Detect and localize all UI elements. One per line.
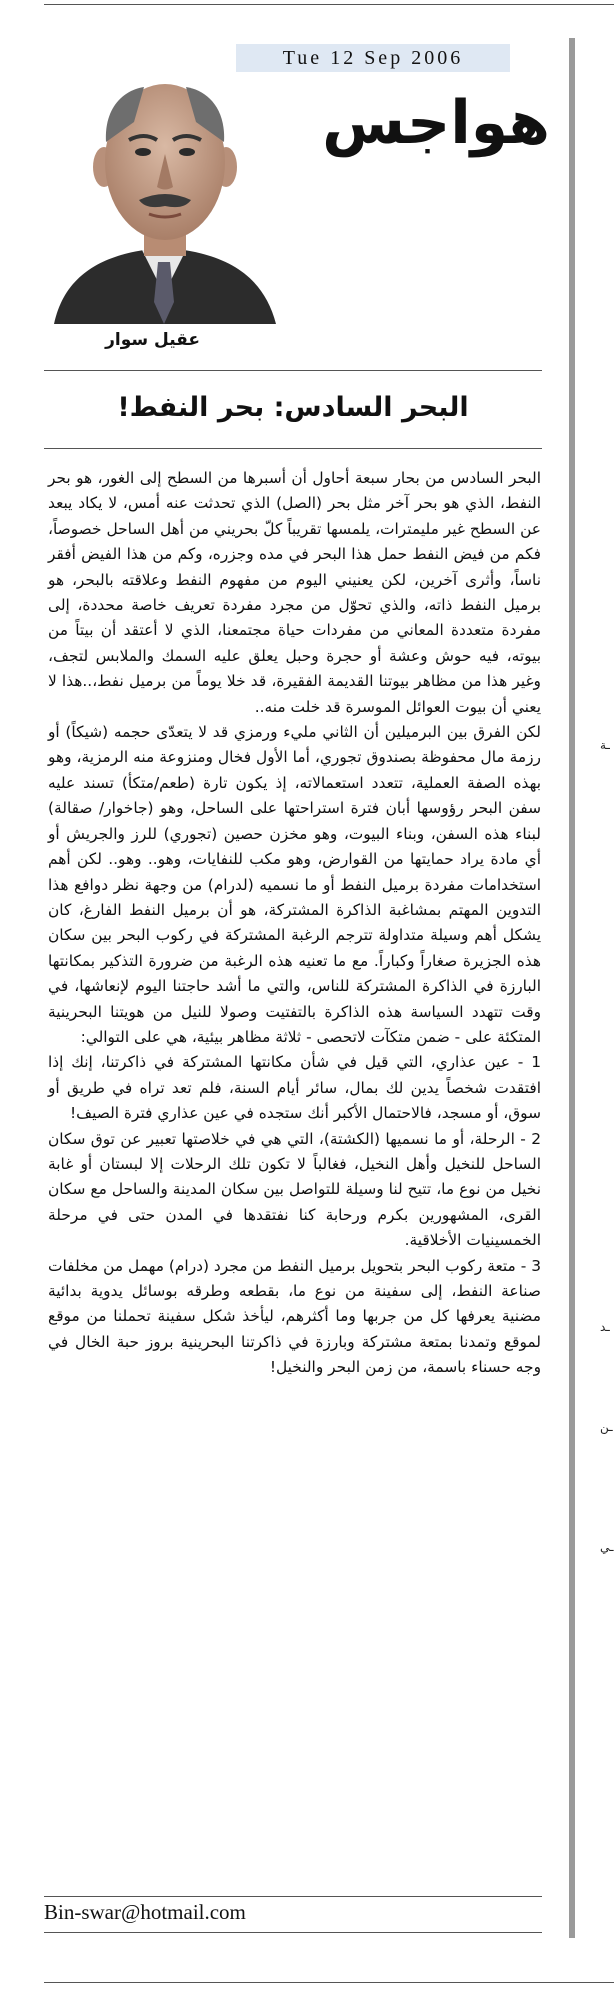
bottom-rule — [44, 1982, 614, 1983]
headline-rule — [44, 448, 542, 449]
adjacent-column-fragment: ـد — [600, 1320, 610, 1334]
adjacent-column-fragment: ـن — [600, 1420, 613, 1434]
footer-rule-bottom — [44, 1932, 542, 1933]
paragraph-4: 2 - الرحلة، أو ما نسميها (الكشتة)، التي هي في خلاصتها تعبير عن توق سكان الساحل للنخيل وأهل النخيل، فغالباً لا تكون تلك الرحلات إلا لبستان أو غابة نخيل من نوع ما، تتيح لنا وسيلة للتواصل بين سكان المدينة والساحل مع سكان القرى، المشهورين بكرم ورحابة كنا نفتقدها في المدن حتى في مرحلة الخمسينيات الأخلاقية. — [48, 1129, 541, 1250]
paragraph-5: 3 - متعة ركوب البحر بتحويل برميل النفط من مجرد (درام) مهمل من مخلفات صناعة النفط، إلى سفينة من نوع ما، بقطعه وطرقه بوسائل يدوية بدائية مضنية يعرفها كل من جربها وما أكثرهم، ليأخذ شكل سفينة تحملنا من موقع لموقع وتمدنا بمتعة مشتركة وبارزة في ذاكرتنا البحرينية بروز حبة الخال في وجه حسناء باسمة، من زمن البحر والنخيل! — [48, 1256, 541, 1377]
paragraph-3: 1 - عين عذاري، التي قيل في شأن مكانتها المشتركة في ذاكرتنا، إنك إذا افتقدت شخصاً يدين لك بمال، سائر أيام السنة، فلم تعد تراه في طريق أو سوق، أو مسجد، فالاحتمال الأكبر أنك ستجده في عين عذاري فترة الصيف! — [48, 1053, 541, 1123]
paragraph-2: لكن الفرق بين البرميلين أن الثاني مليء ورمزي قد لا يتعدّى حجمه (شيكاً) أو رزمة مال محفوظة بصندوق تجوري، أما الأول فخال ومنزوعة منه الرمزية، وهو بهذه الصفة العملية، تتعدد استعمالاته، إذ يكون تارة (طعم/متكأ) تسند عليه سفن البحر رؤوسها أبان فترة استراحتها على الساحل، وهو (جاخوار/ صقالة) لبناء هذه السفن، وبناء البيوت، وهو مخزن حصين (تجوري) للرز والجريش أو أي مادة يراد حمايتها من القوارض، وهو مكب للنفايات، وهو.. وهو.. لكن أهم استخدامات مفردة برميل النفط أو ما نسميه (لدرام) من وجهة نظر دوافع هذا التدوين المهتم بمشاغبة الذاكرة المشتركة، هو أن برميل النفط الفارغ، كان يشكل أهم وسيلة متداولة تترجم الرغبة المشتركة في ركوب البحر بين سكان هذه الجزيرة صغاراً وكباراً. مع ما تعنيه هذه الرغبة من ضرورة التذكير بمكانتها البارزة في الذاكرة المشتركة للناس، والتي ما أشد حاجتنا اليوم لإنعاشها، في وقت تتهدد السياسة هذه الذاكرة بالتفتيت وصولا للنيل من هويتنا البحرينية المتكئة على - ضمن متكآت لاتحصى - ثلاثة مظاهر بيئية، هي على التوالي: — [48, 723, 541, 1046]
date-label: Tue 12 Sep 2006 — [236, 44, 510, 72]
author-name: عقيل سوار — [105, 330, 200, 350]
top-rule — [44, 4, 614, 5]
article-headline: البحر السادس: بحر النفط! — [117, 392, 469, 423]
author-photo — [44, 62, 284, 324]
footer-rule-top — [44, 1896, 542, 1897]
article-body — [48, 466, 541, 1381]
adjacent-column-fragment: ـي — [600, 1540, 614, 1554]
paragraph-1: البحر السادس من بحار سبعة أحاول أن أسبرها من السطح إلى الغور، هو بحر النفط، الذي هو بحر آخر مثل بحر (الصل) الذي تحدثت عنه أمس، لا يكاد يبعد عن السطح غير مليمترات، يلمسها تقريباً كلّ بحريني من أهل الساحل خصوصاً، فكم من فيض النفط حمل هذا البحر في مده وجزره، وكم من هذا الفيض أفقر ناساً، وأثرى آخرين، لكن يعنيني اليوم من مفهوم النفط وعلاقته بالبحر، هو برميل النفط ذاته، والذي تحوّل من مجرد مفردة تعريف خاصة محددة، إلى مفردة متعددة المعاني من مفردات حياة مجتمعنا، الذي لا أعتقد أن بيتاً من بيوته، فيه حوش وعشة أو حجرة وحبل يعلق عليه السمك والملابس لتجف، وغير هذا من مظاهر بيوتنا القديمة الفقيرة، قد خلا يوماً من برميل نفط،..هذا لا يعني أن بيوت العوائل الموسرة قد خلت منه.. — [48, 469, 541, 716]
adjacent-column-fragment: ـة — [600, 738, 610, 752]
column-divider — [569, 38, 575, 1938]
author-rule — [44, 370, 542, 371]
column-title: هواجس — [322, 88, 550, 158]
author-email: Bin-swar@hotmail.com — [44, 1900, 246, 1924]
